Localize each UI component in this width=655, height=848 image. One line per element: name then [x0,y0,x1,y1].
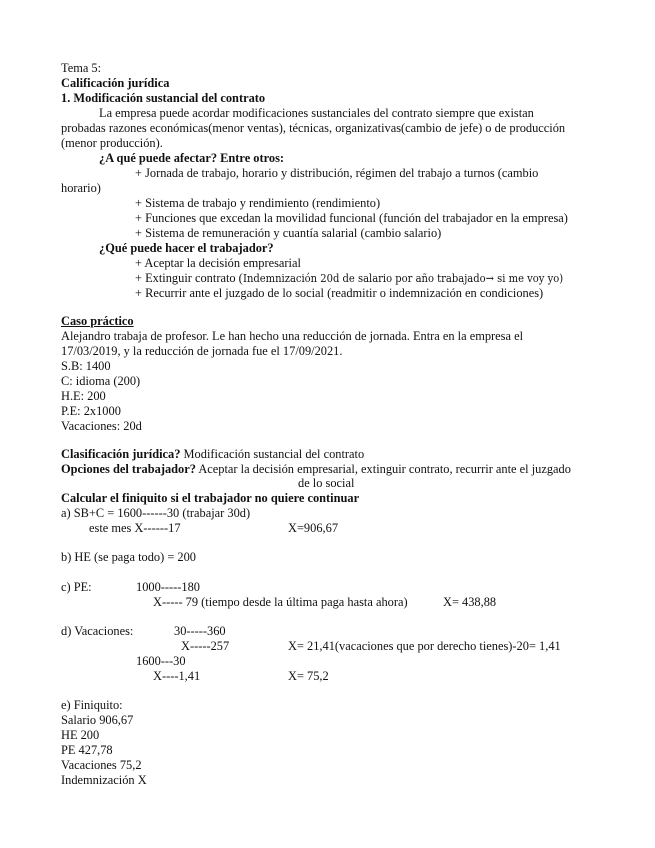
case-text-2: 17/03/2019, y la reducción de jornada fue el 17/09/2021. [61,344,343,358]
case-title: Caso práctico [61,314,134,328]
settlement-pe: PE 427,78 [61,743,113,757]
calc-d-line-3: 1600---30 [136,654,186,668]
affect-item-2: + Sistema de trabajo y rendimiento (rendimiento) [135,196,381,210]
case-complement: C: idioma (200) [61,374,141,388]
affect-item-1: + Jornada de trabajo, horario y distribución, régimen del trabajo a turnos (cambio [135,166,539,180]
calc-c-line-2: X----- 79 (tiempo desde la última paga hasta ahora) [153,595,408,609]
option-item-2 [135,271,615,286]
question-worker: ¿Qué puede hacer el trabajador? [99,241,274,255]
settlement-he: HE 200 [61,728,100,742]
settlement-vacaciones: Vacaciones 75,2 [61,758,142,772]
calc-b-line: b) HE (se paga todo) = 200 [61,550,196,564]
options-label: Opciones del trabajador? [61,462,196,476]
case-he: H.E: 200 [61,389,106,403]
settlement-indemnizacion: Indemnización X [61,773,147,787]
calc-title: Calcular el finiquito si el trabajador no quiere continuar [61,491,360,505]
question-affect: ¿A qué puede afectar? Entre otros: [99,151,285,165]
intro-line-2: probadas razones económicas(menor ventas), técnicas, organizativas(cambio de jefe) o de producción [61,121,566,135]
case-text-1: Alejandro trabaja de profesor. Le han hecho una reducción de jornada. Entra en la empresa el [61,329,524,343]
options-line-cont: de lo social [298,476,355,490]
document-heading: Calificación jurídica [61,76,170,90]
option-item-2-text: + Extinguir contrato ( [135,271,243,285]
calc-d-result-1: X= 21,41(vacaciones que por derecho tienes)-20= 1,41 [288,639,561,653]
calc-c-line-1: 1000-----180 [136,580,200,594]
calc-c-label: c) PE: [61,580,92,594]
calc-e-title: e) Finiquito: [61,698,123,712]
calc-a-line-2: este mes X------17 [89,521,181,535]
options-value: Aceptar la decisión empresarial, extinguir contrato, recurrir ante el juzgado [195,462,571,476]
calc-a-result: X=906,67 [288,521,339,535]
calc-d-result-2: X= 75,2 [288,669,329,683]
section-title: 1. Modificación sustancial del contrato [61,91,266,105]
calc-d-line-2: X-----257 [181,639,230,653]
calc-d-label: d) Vacaciones: [61,624,134,638]
classification-line [61,447,364,462]
intro-line-1: La empresa puede acordar modificaciones sustanciales del contrato siempre que existan [99,106,534,120]
option-item-3: + Recurrir ante el juzgado de lo social (readmitir o indemnización en condiciones) [135,286,544,300]
classification-value: Modificación sustancial del contrato [180,447,365,461]
affect-item-4: + Sistema de remuneración y cuantía salarial (cambio salario) [135,226,442,240]
options-line [61,462,571,477]
calc-d-line-1: 30-----360 [174,624,226,638]
case-sb: S.B: 1400 [61,359,111,373]
topic-label: Tema 5: [61,61,102,75]
case-pe: P.E: 2x1000 [61,404,121,418]
affect-item-1-cont: horario) [61,181,101,195]
option-item-2-detail: Indemnización 20d de salario por año trabajado→ si me voy yo) [242,271,563,285]
intro-line-3: (menor producción). [61,136,163,150]
calc-a-line-1: a) SB+C = 1600------30 (trabajar 30d) [61,506,251,520]
option-item-1: + Aceptar la decisión empresarial [135,256,301,270]
calc-c-result: X= 438,88 [443,595,497,609]
case-vacaciones: Vacaciones: 20d [61,419,142,433]
classification-label: Clasificación jurídica? [61,447,181,461]
affect-item-3: + Funciones que excedan la movilidad funcional (función del trabajador en la empresa) [135,211,568,225]
settlement-salary: Salario 906,67 [61,713,134,727]
calc-d-line-4: X----1,41 [153,669,201,683]
